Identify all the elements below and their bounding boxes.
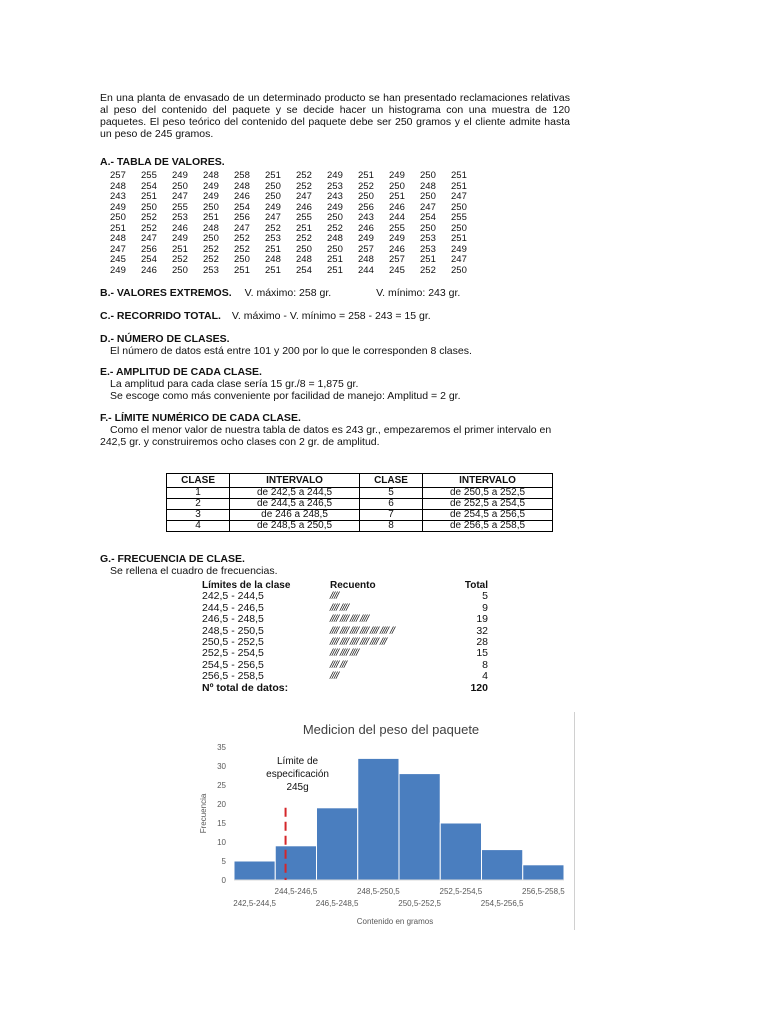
value-cell: 249: [110, 264, 126, 276]
interval-cell: de 250,5 a 252,5: [423, 488, 553, 499]
tally-header: Recuento: [330, 580, 376, 591]
histogram-chart: [190, 712, 575, 930]
section-c: [100, 310, 431, 322]
value-cell: 251: [296, 222, 312, 234]
value-cell: 257: [389, 254, 405, 265]
value-cell: 250: [265, 180, 281, 192]
value-cell: 249: [203, 191, 219, 202]
value-cell: 251: [451, 170, 467, 181]
value-cell: 249: [327, 201, 343, 213]
value-cell: 255: [172, 201, 188, 213]
value-cell: 251: [327, 264, 343, 276]
value-cell: 243: [358, 212, 374, 223]
value-cell: 248: [203, 222, 219, 234]
histogram-bar: [275, 846, 316, 880]
x-tick-label: 246,5-248,5: [315, 899, 359, 908]
value-cell: 253: [420, 233, 436, 244]
class-row: [167, 499, 553, 510]
limits-cell: 248,5 - 250,5: [202, 624, 264, 637]
class-number-cell: 1: [167, 488, 230, 499]
interval-cell: de 256,5 a 258,5: [423, 521, 553, 532]
max-value: V. máximo: 258 gr.: [244, 287, 332, 299]
y-tick-label: 0: [221, 876, 226, 885]
interval-cell: de 252,5 a 254,5: [423, 499, 553, 510]
histogram-svg: [190, 712, 574, 930]
tally-cell: ////: [330, 591, 339, 602]
section-g-heading: G.- FRECUENCIA DE CLASE.: [100, 553, 245, 565]
value-cell: 250: [172, 264, 188, 276]
section-b-heading: B.- VALORES EXTREMOS.: [100, 287, 232, 299]
value-cell: 253: [327, 180, 343, 192]
value-cell: 252: [141, 222, 157, 234]
x-tick-label: 242,5-244,5: [233, 899, 276, 908]
section-a-heading: A.- TABLA DE VALORES.: [100, 156, 225, 168]
value-cell: 247: [141, 233, 157, 244]
x-tick-label: 248,5-250,5: [357, 887, 400, 896]
y-tick-label: 10: [217, 838, 226, 847]
total-cell: 4: [482, 670, 488, 683]
value-cell: 250: [141, 201, 157, 213]
limits-cell: 250,5 - 252,5: [202, 636, 264, 649]
histogram-bar: [482, 850, 523, 880]
value-cell: 249: [203, 180, 219, 192]
histogram-bar: [317, 808, 358, 880]
value-cell: 250: [389, 180, 405, 192]
value-cell: 251: [203, 212, 219, 223]
value-cell: 250: [110, 212, 126, 223]
value-cell: 249: [110, 201, 126, 213]
interval-cell: de 242,5 a 244,5: [230, 488, 360, 499]
value-cell: 254: [141, 254, 157, 265]
value-cell: 250: [451, 264, 467, 276]
value-cell: 249: [172, 233, 188, 244]
value-cell: 246: [141, 264, 157, 276]
limits-cell: 252,5 - 254,5: [202, 647, 264, 660]
value-cell: 249: [451, 243, 467, 255]
section-e-line2: Se escoge como más conveniente por facilidad de manejo: Amplitud = 2 gr.: [110, 390, 461, 402]
value-cell: 248: [110, 180, 126, 192]
value-cell: 246: [172, 222, 188, 234]
limits-header: Límites de la clase: [202, 580, 291, 591]
value-cell: 251: [451, 180, 467, 192]
class-number-cell: 3: [167, 510, 230, 521]
section-d: [100, 333, 472, 357]
value-cell: 252: [234, 243, 250, 255]
interval-cell: de 244,5 a 246,5: [230, 499, 360, 510]
value-cell: 251: [265, 243, 281, 255]
limits-cell: 246,5 - 248,5: [202, 613, 264, 626]
value-cell: 249: [358, 233, 374, 244]
value-cell: 251: [451, 233, 467, 244]
total-cell: 15: [476, 647, 488, 660]
value-cell: 252: [265, 222, 281, 234]
value-cell: 252: [296, 170, 312, 181]
value-cell: 251: [265, 170, 281, 181]
value-cell: 254: [420, 212, 436, 223]
tally-cell: //// //// //// ////: [330, 614, 369, 625]
total-spacer: [330, 683, 450, 694]
value-cell: 246: [296, 201, 312, 213]
values-row: [110, 192, 482, 203]
limits-cell: 244,5 - 246,5: [202, 601, 264, 614]
interval-cell: de 254,5 a 256,5: [423, 510, 553, 521]
section-c-heading: C.- RECORRIDO TOTAL.: [100, 310, 221, 322]
class-table: [166, 473, 553, 532]
tally-cell: //// //// //// //// //// //// //: [330, 625, 395, 636]
intro-paragraph: En una planta de envasado de un determinado producto se han presentado reclamaciones relativas al peso del contenido del paquete y se decide hacer un histograma con una muestra de 120 paquetes. El peso teórico del contenido del paquete debe ser 250 gramos y el cliente admite hasta un peso de 245 gramos.: [100, 92, 570, 140]
interval-cell: de 248,5 a 250,5: [230, 521, 360, 532]
section-e: [100, 366, 461, 402]
value-cell: 247: [296, 191, 312, 202]
range-text: V. máximo - V. mínimo = 258 - 243 = 15 gr.: [231, 310, 431, 322]
class-number-cell: 7: [359, 510, 422, 521]
class-number-cell: 6: [359, 499, 422, 510]
section-g-text: Se rellena el cuadro de frecuencias.: [110, 565, 278, 577]
value-cell: 243: [327, 191, 343, 202]
chart-title: Medicion del peso del paquete: [302, 722, 480, 737]
values-row: [110, 171, 482, 182]
value-cell: 247: [110, 243, 126, 255]
section-d-heading: D.- NÚMERO DE CLASES.: [100, 333, 230, 345]
value-cell: 251: [327, 254, 343, 265]
interval-cell: de 246 a 248,5: [230, 510, 360, 521]
value-cell: 252: [420, 264, 436, 276]
section-e-line1: La amplitud para cada clase sería 15 gr./8 = 1,875 gr.: [110, 378, 359, 390]
value-cell: 244: [389, 212, 405, 223]
y-tick-label: 25: [217, 781, 226, 790]
interval-header-1: INTERVALO: [230, 474, 360, 488]
total-cell: 9: [482, 601, 488, 614]
value-cell: 247: [451, 254, 467, 265]
value-cell: 250: [358, 191, 374, 202]
x-tick-label: 252,5-254,5: [439, 887, 483, 896]
histogram-bar: [440, 823, 481, 880]
values-row: [110, 255, 482, 266]
value-cell: 248: [234, 180, 250, 192]
values-row: [110, 234, 482, 245]
value-cell: 252: [203, 243, 219, 255]
frequency-row: [202, 671, 488, 682]
total-row: [202, 683, 488, 694]
value-cell: 250: [420, 222, 436, 234]
x-tick-label: 244,5-246,5: [274, 887, 318, 896]
value-cell: 252: [141, 212, 157, 223]
class-number-cell: 4: [167, 521, 230, 532]
value-cell: 251: [389, 191, 405, 202]
value-cell: 250: [296, 243, 312, 255]
value-cell: 252: [234, 233, 250, 244]
value-cell: 244: [358, 264, 374, 276]
value-cell: 248: [296, 254, 312, 265]
value-cell: 254: [141, 180, 157, 192]
limits-cell: 242,5 - 244,5: [202, 590, 264, 603]
value-cell: 252: [327, 222, 343, 234]
limit-label-line: especificación: [266, 769, 329, 780]
value-cell: 247: [234, 222, 250, 234]
y-tick-label: 30: [217, 762, 226, 771]
min-value: V. mínimo: 243 gr.: [376, 287, 461, 299]
histogram-bar: [358, 758, 399, 880]
value-cell: 250: [265, 191, 281, 202]
value-cell: 251: [265, 264, 281, 276]
value-cell: 247: [265, 212, 281, 223]
limit-label-line: 245g: [286, 782, 309, 793]
class-header-1: CLASE: [167, 474, 230, 488]
section-b: [100, 287, 460, 299]
value-cell: 251: [172, 243, 188, 255]
value-cell: 253: [265, 233, 281, 244]
x-tick-label: 250,5-252,5: [398, 899, 441, 908]
value-cell: 249: [389, 170, 405, 181]
value-cell: 246: [234, 191, 250, 202]
value-cell: 246: [389, 201, 405, 213]
value-cell: 250: [420, 191, 436, 202]
value-cell: 251: [110, 222, 126, 234]
limits-cell: 254,5 - 256,5: [202, 658, 264, 671]
value-cell: 257: [358, 243, 374, 255]
value-cell: 247: [420, 201, 436, 213]
value-cell: 249: [172, 170, 188, 181]
frequency-row: [202, 614, 488, 625]
value-cell: 256: [234, 212, 250, 223]
value-cell: 255: [296, 212, 312, 223]
value-cell: 250: [451, 222, 467, 234]
histogram-bar: [234, 861, 275, 880]
section-f-text: Como el menor valor de nuestra tabla de datos es 243 gr., empezaremos el primer intervalo en 242,5 gr. y construiremos ocho clases con 2 gr. de amplitud.: [100, 424, 552, 448]
class-number-cell: 8: [359, 521, 422, 532]
section-d-text: El número de datos está entre 101 y 200 por lo que le corresponden 8 clases.: [110, 345, 472, 357]
total-label: Nº total de datos:: [202, 681, 289, 694]
x-tick-label: 254,5-256,5: [480, 899, 524, 908]
total-cell: 5: [482, 590, 488, 603]
value-cell: 250: [234, 254, 250, 265]
value-cell: 252: [172, 254, 188, 265]
tally-cell: //// //// ////: [330, 648, 359, 659]
value-cell: 249: [265, 201, 281, 213]
y-axis-label: Frecuencia: [199, 793, 208, 834]
section-g: [100, 553, 278, 577]
value-cell: 248: [327, 233, 343, 244]
value-cell: 248: [358, 254, 374, 265]
value-cell: 251: [420, 254, 436, 265]
value-cell: 250: [451, 201, 467, 213]
total-cell: 28: [476, 636, 488, 649]
total-cell: 19: [476, 613, 488, 626]
total-value: 120: [470, 681, 488, 694]
value-cell: 250: [327, 212, 343, 223]
value-cell: 253: [420, 243, 436, 255]
value-cell: 245: [110, 254, 126, 265]
value-cell: 253: [203, 264, 219, 276]
value-cell: 250: [327, 243, 343, 255]
class-row: [167, 488, 553, 499]
section-f: [100, 412, 560, 448]
value-cell: 252: [203, 254, 219, 265]
class-header-2: CLASE: [359, 474, 422, 488]
value-cell: 246: [389, 243, 405, 255]
limit-label-line: Límite de: [276, 756, 319, 767]
value-cell: 258: [234, 170, 250, 181]
histogram-bar: [399, 774, 440, 880]
x-axis-label: Contenido en gramos: [356, 917, 434, 926]
histogram-bar: [523, 865, 564, 880]
tally-cell: ////: [330, 671, 339, 682]
y-tick-label: 35: [217, 743, 226, 752]
value-cell: 255: [451, 212, 467, 223]
total-cell: 32: [476, 624, 488, 637]
interval-header-2: INTERVALO: [423, 474, 553, 488]
tally-cell: //// //// //// //// //// ///: [330, 637, 387, 648]
value-cell: 250: [420, 170, 436, 181]
value-cell: 256: [141, 243, 157, 255]
class-number-cell: 2: [167, 499, 230, 510]
value-cell: 257: [110, 170, 126, 181]
value-cell: 248: [110, 233, 126, 244]
value-cell: 247: [451, 191, 467, 202]
value-cell: 251: [358, 170, 374, 181]
value-cell: 255: [141, 170, 157, 181]
value-cell: 252: [296, 180, 312, 192]
tally-cell: //// ///: [330, 659, 347, 670]
value-cell: 250: [203, 233, 219, 244]
value-cell: 251: [141, 191, 157, 202]
section-a-title: [100, 156, 225, 168]
class-row: [167, 521, 553, 532]
value-cell: 248: [203, 170, 219, 181]
frequency-table: [202, 580, 488, 694]
value-cell: 253: [172, 212, 188, 223]
y-tick-label: 15: [217, 819, 226, 828]
tally-cell: //// ////: [330, 602, 349, 613]
values-row: [110, 266, 482, 277]
value-cell: 252: [296, 233, 312, 244]
section-f-heading: F.- LÍMITE NUMÉRICO DE CADA CLASE.: [100, 412, 301, 424]
value-cell: 249: [389, 233, 405, 244]
value-cell: 243: [110, 191, 126, 202]
class-number-cell: 5: [359, 488, 422, 499]
limits-cell: 256,5 - 258,5: [202, 670, 264, 683]
y-tick-label: 20: [217, 800, 226, 809]
value-cell: 247: [172, 191, 188, 202]
value-cell: 248: [420, 180, 436, 192]
value-cell: 254: [234, 201, 250, 213]
value-cell: 246: [358, 222, 374, 234]
value-cell: 248: [265, 254, 281, 265]
value-cell: 250: [172, 180, 188, 192]
value-cell: 256: [358, 201, 374, 213]
x-tick-label: 256,5-258,5: [522, 887, 565, 896]
total-cell: 8: [482, 658, 488, 671]
values-row: [110, 213, 482, 224]
class-row: [167, 510, 553, 521]
value-cell: 254: [296, 264, 312, 276]
value-cell: 251: [234, 264, 250, 276]
value-cell: 252: [358, 180, 374, 192]
value-cell: 250: [203, 201, 219, 213]
total-header: Total: [464, 580, 488, 591]
y-tick-label: 5: [221, 857, 226, 866]
value-cell: 255: [389, 222, 405, 234]
value-cell: 245: [389, 264, 405, 276]
section-e-heading: E.- AMPLITUD DE CADA CLASE.: [100, 366, 262, 378]
value-cell: 249: [327, 170, 343, 181]
values-table: [110, 171, 482, 276]
